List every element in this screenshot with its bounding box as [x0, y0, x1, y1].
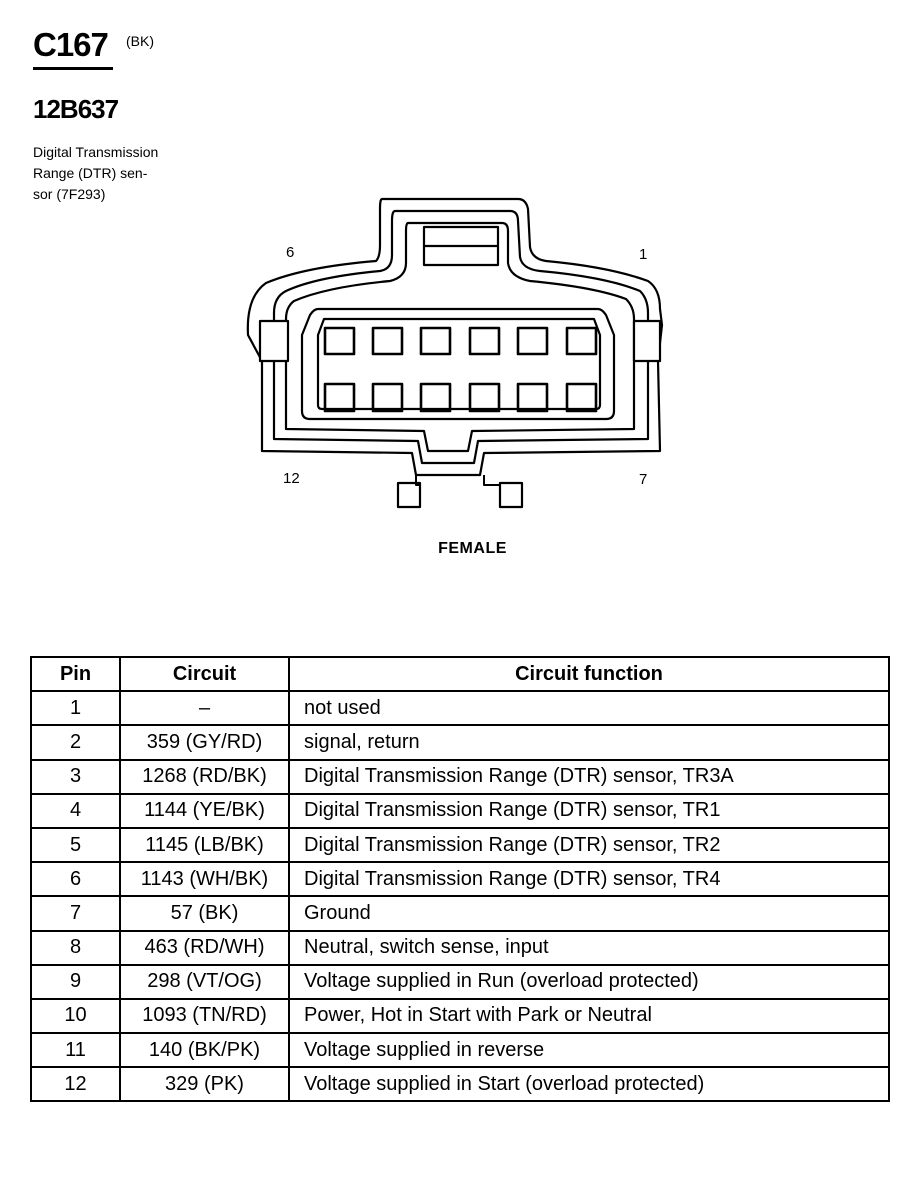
header-circuit-function: Circuit function [289, 657, 889, 691]
function-cell: Voltage supplied in Run (overload protected) [289, 965, 889, 999]
pin-table [30, 656, 890, 1102]
pin-cell: 1 [31, 691, 120, 725]
table-row [31, 725, 889, 759]
bottom-right-tab [500, 483, 522, 507]
pin-label-6: 6 [286, 244, 295, 261]
function-cell: not used [289, 691, 889, 725]
circuit-cell: 298 (VT/OG) [120, 965, 289, 999]
circuit-cell: 359 (GY/RD) [120, 725, 289, 759]
pin-label-7: 7 [639, 471, 648, 488]
circuit-cell: 1145 (LB/BK) [120, 828, 289, 862]
pin-cell: 8 [31, 931, 120, 965]
pin-label-1: 1 [639, 246, 648, 263]
circuit-cell: 57 (BK) [120, 896, 289, 930]
pin-cell: 12 [31, 1067, 120, 1101]
circuit-cell: 1268 (RD/BK) [120, 760, 289, 794]
function-cell: signal, return [289, 725, 889, 759]
function-cell: Voltage supplied in reverse [289, 1033, 889, 1067]
pin-cell: 4 [31, 794, 120, 828]
pin-cavities-top-row [325, 328, 596, 354]
function-cell: Digital Transmission Range (DTR) sensor, TR1 [289, 794, 889, 828]
circuit-cell: 140 (BK/PK) [120, 1033, 289, 1067]
function-cell: Digital Transmission Range (DTR) sensor, TR2 [289, 828, 889, 862]
function-cell: Power, Hot in Start with Park or Neutral [289, 999, 889, 1033]
pin-cell: 10 [31, 999, 120, 1033]
pin-label-12: 12 [283, 470, 300, 487]
pin-cell: 6 [31, 862, 120, 896]
function-cell: Neutral, switch sense, input [289, 931, 889, 965]
table-row [31, 896, 889, 930]
connector-housing-contour [274, 211, 648, 463]
circuit-cell: 329 (PK) [120, 1067, 289, 1101]
function-cell: Digital Transmission Range (DTR) sensor, TR3A [289, 760, 889, 794]
bottom-left-tab [398, 483, 420, 507]
table-row [31, 1067, 889, 1101]
left-lock-ear [260, 321, 288, 361]
function-cell: Digital Transmission Range (DTR) sensor, TR4 [289, 862, 889, 896]
connector-face-diagram [230, 185, 670, 515]
right-lock-ear [634, 321, 660, 361]
part-number: 12B637 [33, 94, 119, 124]
pin-cell: 5 [31, 828, 120, 862]
circuit-cell: 1093 (TN/RD) [120, 999, 289, 1033]
function-cell: Ground [289, 896, 889, 930]
table-row [31, 862, 889, 896]
circuit-cell: 463 (RD/WH) [120, 931, 289, 965]
table-row [31, 931, 889, 965]
component-description: Digital Transmission Range (DTR) sen- sor (7F293) [33, 144, 159, 202]
table-header-row [31, 657, 889, 691]
pin-cell: 7 [31, 896, 120, 930]
pin-cell: 2 [31, 725, 120, 759]
circuit-cell: 1144 (YE/BK) [120, 794, 289, 828]
table-row [31, 828, 889, 862]
circuit-cell: – [120, 691, 289, 725]
table-row [31, 760, 889, 794]
connector-gender-label: FEMALE [438, 540, 507, 557]
table-row [31, 999, 889, 1033]
function-cell: Voltage supplied in Start (overload protected) [289, 1067, 889, 1101]
connector-seal-contour [286, 223, 634, 451]
color-code: (BK) [126, 33, 154, 49]
table-row [31, 965, 889, 999]
pin-cell: 9 [31, 965, 120, 999]
header-pin: Pin [31, 657, 120, 691]
pin-cavities-bottom-row [325, 384, 596, 411]
pin-cell: 11 [31, 1033, 120, 1067]
pin-cell: 3 [31, 760, 120, 794]
header-circuit: Circuit [120, 657, 289, 691]
table-row [31, 691, 889, 725]
table-row [31, 1033, 889, 1067]
title-underline [33, 67, 113, 70]
table-row [31, 794, 889, 828]
connector-id: C167 [33, 26, 108, 63]
circuit-cell: 1143 (WH/BK) [120, 862, 289, 896]
